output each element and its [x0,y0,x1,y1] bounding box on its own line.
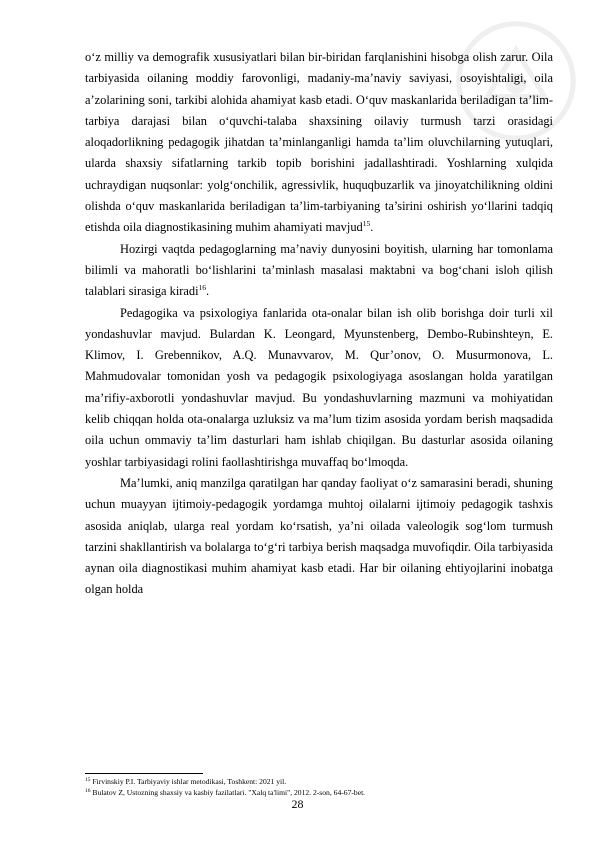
main-text [85,47,553,601]
paragraph-text: Hozirgi vaqtda pedagoglarning ma’naviy dunyosini boyitish, ularning har tomonlama bilimli va mahoratli bo‘lishlarini ta’minlash masalasi maktabni va bog‘chani isloh qilish talablari sirasiga kiradi [85,241,553,299]
paragraph-tail: . [370,220,374,235]
footnote-ref[interactable]: 15 [362,219,371,229]
footnotes [85,776,553,798]
footnote-item [85,776,553,787]
paragraph-4 [85,473,553,601]
page-number: 28 [291,797,304,811]
paragraph-text: Pedagogika va psixologiya fanlarida ota-onalar bilan ish olib borishga doir turli xil yondashuvlar mavjud. Bulardan K. Leongard, Myunstenberg, Dembo-Rubinshteyn, E. Klimov, I. Grebennikov, A.Q. Munavvarov, M. Qur’onov, O. Musurmonova, L. Mahmudovalar tomonidan yosh va pedagogik psixologiyaga asoslangan holda yaratilgan ma’rifiy-axborotli yondashuvlar mavjud. Bu yondashuvlarning mazmuni va mohiyatidan kelib chiqqan holda ota-onalarga uzluksiz va ma’lum tizim asosida yordam berish maqsadida oila uchun ommaviy ta’lim dasturlari ham ishlab chiqilgan. Bu dasturlar asosida oilaning yoshlar tarbiyasidagi rolini faollashtirishga muvaffaq bo‘lmoqda. [85,305,553,469]
footnote-number: 16 [85,788,91,794]
footnote-divider [85,773,203,774]
footnote-text: Firvinskiy P.I. Tarbiyaviy ishlar metodikasi, Toshkent: 2021 yil. [92,777,287,786]
paragraph-tail: . [206,284,210,299]
footnote-ref[interactable]: 16 [198,283,207,293]
paragraph-2 [85,239,553,303]
footnote-text: Bulatov Z, Ustozning shaxsiy va kasbiy fazilatlari. "Xalq ta'limi", 2012. 2-son, 64-67-bet. [92,788,366,797]
paragraph-1 [85,47,553,239]
paragraph-text: Ma’lumki, aniq manzilga qaratilgan har qanday faoliyat o‘z samarasini beradi, shuning uchun muayyan ijtimoiy-pedagogik yordamga muhtoj oilalarni ijtimoiy pedagogik tashxis asosida aniqlab, ularga real yordam ko‘rsatish, ya’ni oilada valeologik sog‘lom turmush tarzini shakllantirish va bolalarga to‘g‘ri tarbiya berish maqsadga muvofiqdir. Oila tarbiyasida aynan oila diagnostikasi muhim ahamiyat kasb etadi. Har bir oilaning ehtiyojlarini inobatga olgan holda [85,475,553,597]
paragraph-3 [85,303,553,473]
paragraph-text: o‘z milliy va demografik xususiyatlari bilan bir-biridan farqlanishini hisobga olish zarur. Oila tarbiyasida oilaning moddiy farovonligi, madaniy-ma’naviy saviyasi, osoyishtaligi, oila a’zolarining soni, tarkibi alohida ahamiyat kasb etadi. O‘quv maskanlarida beriladigan ta’lim-tarbiya darajasi bilan o‘quvchi-talaba shaxsining oilaviy turmush tarzi orasidagi aloqadorlikning pedagogik jihatdan ta’minlanganligi hamda ta’lim oluvchilarning yutuqlari, ularda shaxsiy sifatlarning tarkib topib borishini jadallashtiradi. Yoshlarning xulqida uchraydigan nuqsonlar: yolg‘onchilik, agressivlik, huquqbuzarlik va jinoyatchilikning oldini olishda o‘quv maskanlarida beriladigan ta’lim-tarbiyaning ta’sirini oshirish yo‘llarini tadqiq etishda oila diagnostikasining muhim ahamiyati mavjud [85,50,553,235]
footnote-number: 15 [85,777,91,783]
